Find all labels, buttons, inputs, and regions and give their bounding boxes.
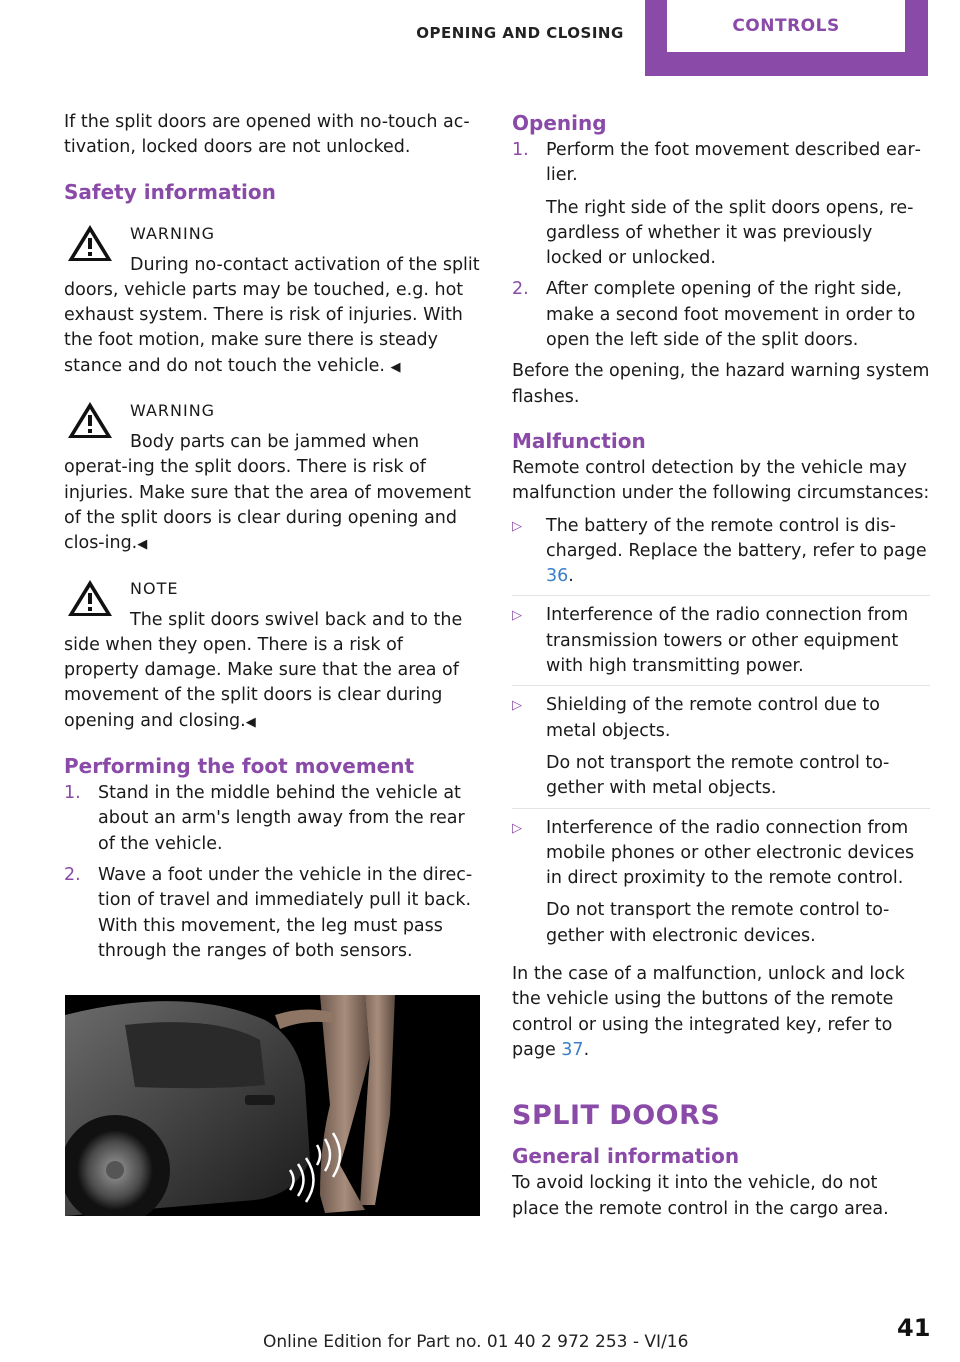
bullet-subtext: Do not transport the remote control to‐gether with metal objects.	[546, 752, 890, 799]
warning-block-1	[64, 221, 480, 380]
right-column	[512, 110, 930, 1229]
list-item	[512, 514, 930, 597]
foot-movement-heading: Performing the foot movement	[64, 754, 415, 779]
warning-text: Body parts can be jammed when operat‐ing the split doors. There is risk of injuries. Make sure that the area of movement of the split doors is clear during opening and clos‐ing.	[64, 432, 472, 554]
end-mark: ◀	[390, 359, 401, 375]
step-subtext: The right side of the split doors opens, re‐gardless of whether it was previously locked or unlocked.	[546, 197, 914, 269]
malfunction-heading: Malfunction	[512, 428, 646, 453]
step-number: 2.	[64, 864, 81, 885]
bullet-end: .	[568, 566, 574, 587]
general-info-heading: General information	[512, 1144, 740, 1169]
note-title: NOTE	[130, 578, 179, 598]
step-number: 1.	[64, 783, 81, 804]
list-item	[512, 693, 930, 808]
malfunction-list	[512, 514, 930, 955]
bullet-triangle-icon: ▷	[512, 698, 522, 714]
malfunction-outro-text: In the case of a malfunction, unlock and lock the vehicle using the buttons of the remote control or using the integrated key, refer to page	[512, 964, 905, 1060]
outro-end: .	[583, 1039, 590, 1060]
step-text: After complete opening of the right side, make a second foot movement in order to open the left side of the split doors.	[546, 279, 916, 351]
list-item	[512, 138, 930, 271]
warning-block-2	[64, 398, 480, 557]
safety-heading: Safety information	[64, 179, 276, 204]
bullet-subtext: Do not transport the remote control to‐gether with electronic devices.	[546, 900, 890, 946]
list-item	[512, 816, 930, 955]
bullet-triangle-icon: ▷	[512, 518, 522, 534]
left-column	[64, 110, 480, 970]
note-block	[64, 576, 480, 735]
section-label: OPENING AND CLOSING	[416, 24, 624, 42]
bullet-text: Interference of the radio connection from mobile phones or other electronic devices in direct proximity to the remote control.	[546, 817, 915, 889]
step-number: 2.	[512, 279, 529, 300]
chapter-tab-label: CONTROLS	[667, 0, 905, 52]
bullet-text: Interference of the radio connection from transmission towers or other equipment with high transmitting power.	[546, 605, 909, 677]
list-item	[64, 863, 480, 964]
vehicle-rear-image	[65, 995, 480, 1216]
page-header	[0, 0, 960, 76]
chapter-tab	[645, 0, 928, 76]
opening-heading: Opening	[512, 111, 607, 135]
step-text: Perform the foot movement described ear‐lier.	[546, 140, 921, 186]
page-footer	[0, 1328, 960, 1362]
bullet-text: The battery of the remote control is dis‐charged. Replace the battery, refer to page	[546, 515, 927, 561]
end-mark: ◀	[245, 714, 256, 730]
edition-text: Online Edition for Part no. 01 40 2 972 253 - VI/16	[263, 1332, 689, 1352]
warning-triangle-icon	[64, 576, 116, 620]
warning-triangle-icon	[64, 398, 116, 442]
warning-text: During no-contact activation of the split doors, vehicle parts may be touched, e.g. hot exhaust system. There is risk of injuries. With the foot motion, make sure there is steady stance and do not touch the vehicle.	[64, 254, 480, 376]
step-text: Stand in the middle behind the vehicle at about an arm's length away from the rear of the vehicle.	[98, 783, 465, 854]
bullet-triangle-icon: ▷	[512, 820, 522, 836]
page-link[interactable]: 37	[561, 1039, 584, 1060]
warning-title: WARNING	[130, 223, 216, 243]
list-item	[512, 277, 930, 353]
warning-title: WARNING	[130, 401, 216, 421]
step-number: 1.	[512, 140, 529, 160]
malfunction-intro: Remote control detection by the vehicle may malfunction under the following circumstances:	[512, 457, 930, 504]
note-text: The split doors swivel back and to the side when they open. There is a risk of property damage. Make sure that the area of movement of the split doors is clear during opening and closing.	[64, 609, 463, 731]
bullet-text: Shielding of the remote control due to metal objects.	[546, 695, 880, 741]
intro-paragraph: If the split doors are opened with no-touch ac‐tivation, locked doors are not unlocked.	[64, 112, 470, 158]
split-doors-heading: SPLIT DOORS	[512, 1100, 721, 1132]
list-item	[64, 781, 480, 857]
end-mark: ◀	[137, 537, 148, 553]
general-info-text: To avoid locking it into the vehicle, do not place the remote control in the cargo area.	[512, 1173, 889, 1219]
page-link[interactable]: 36	[546, 566, 569, 587]
bullet-triangle-icon: ▷	[512, 608, 522, 624]
page-number: 41	[897, 1314, 931, 1342]
malfunction-outro	[512, 962, 930, 1063]
list-item	[512, 603, 930, 686]
warning-triangle-icon	[64, 221, 116, 265]
foot-steps-list	[64, 781, 480, 964]
opening-steps-list	[512, 138, 930, 353]
step-text: Wave a foot under the vehicle in the direc‐tion of travel and immediately pull it back. With this movement, the leg must pass through the ranges of both sensors.	[98, 864, 473, 961]
foot-movement-illustration	[65, 995, 480, 1216]
opening-note: Before the opening, the hazard warning system flashes.	[512, 361, 930, 407]
